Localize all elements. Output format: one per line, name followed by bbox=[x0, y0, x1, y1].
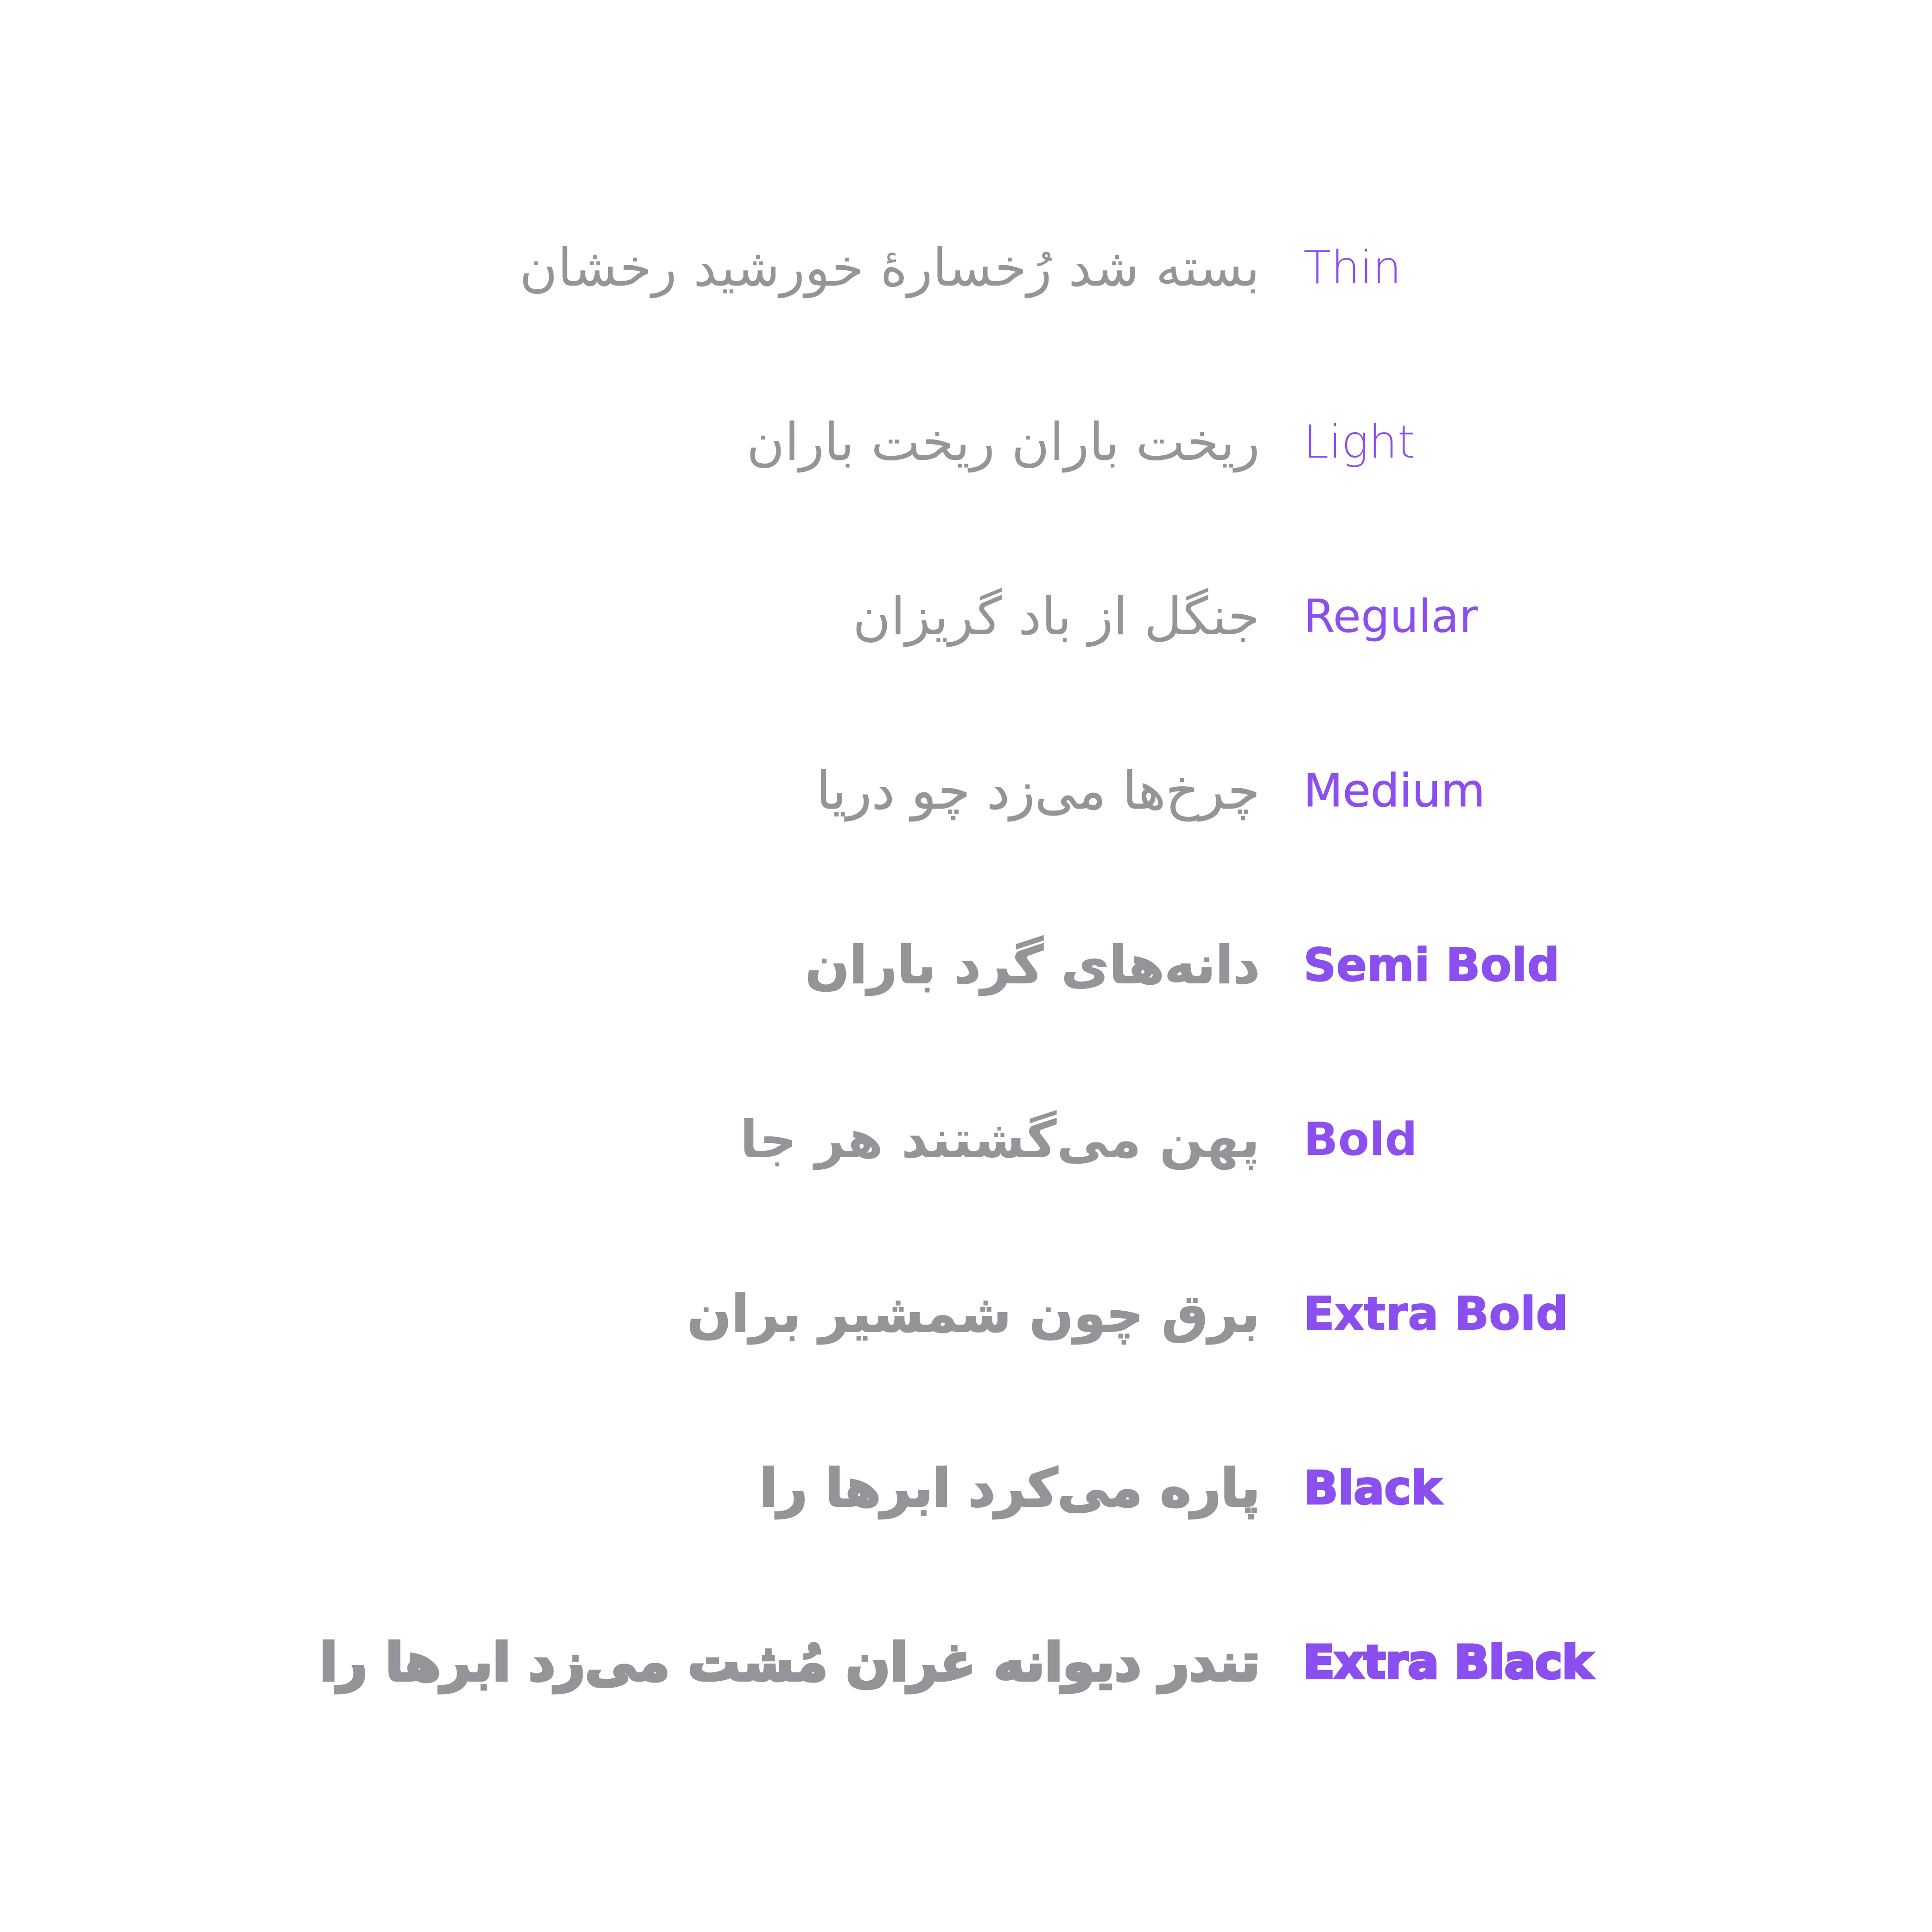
weight-label: Light bbox=[1303, 416, 1416, 469]
weight-row-semi-bold bbox=[0, 919, 1932, 1012]
weight-label: Medium bbox=[1303, 765, 1485, 817]
sample-text: تندر دیوانه غران مُشت می‌زد ابرها را bbox=[319, 1632, 1260, 1693]
weight-label: Bold bbox=[1303, 1113, 1417, 1166]
weight-row-extra-bold bbox=[0, 1268, 1932, 1360]
weight-row-bold bbox=[0, 1093, 1932, 1186]
sample-text: دانه‌های گرد باران bbox=[805, 935, 1260, 995]
weight-row-black bbox=[0, 1442, 1932, 1535]
sample-text: جنگل از باد گریزان bbox=[852, 587, 1260, 647]
weight-row-medium bbox=[0, 745, 1932, 837]
weight-row-extra-black bbox=[0, 1616, 1932, 1709]
weight-label: Thin bbox=[1303, 242, 1402, 294]
weight-row-regular bbox=[0, 570, 1932, 663]
weight-label: Semi Bold bbox=[1303, 939, 1560, 992]
sample-text: ریخت باران ریخت باران bbox=[746, 412, 1260, 472]
sample-text: چرخ‌ها می‌زد چو دریا bbox=[816, 761, 1260, 821]
weight-label: Regular bbox=[1303, 590, 1478, 643]
weight-row-light bbox=[0, 396, 1932, 489]
weight-label: Extra Bold bbox=[1303, 1288, 1569, 1340]
weight-label: Extra Black bbox=[1303, 1636, 1593, 1689]
sample-text: برق چون شمشیر بران bbox=[687, 1284, 1260, 1344]
weight-row-thin bbox=[0, 222, 1932, 314]
sample-text: پهن می‌گشتند هر جا bbox=[740, 1109, 1260, 1170]
sample-text: بسته شد رُخسارۀ خورشید رخشان bbox=[519, 238, 1260, 298]
weight-label: Black bbox=[1303, 1462, 1442, 1515]
sample-text: پاره می‌کرد ابرها را bbox=[759, 1458, 1260, 1518]
